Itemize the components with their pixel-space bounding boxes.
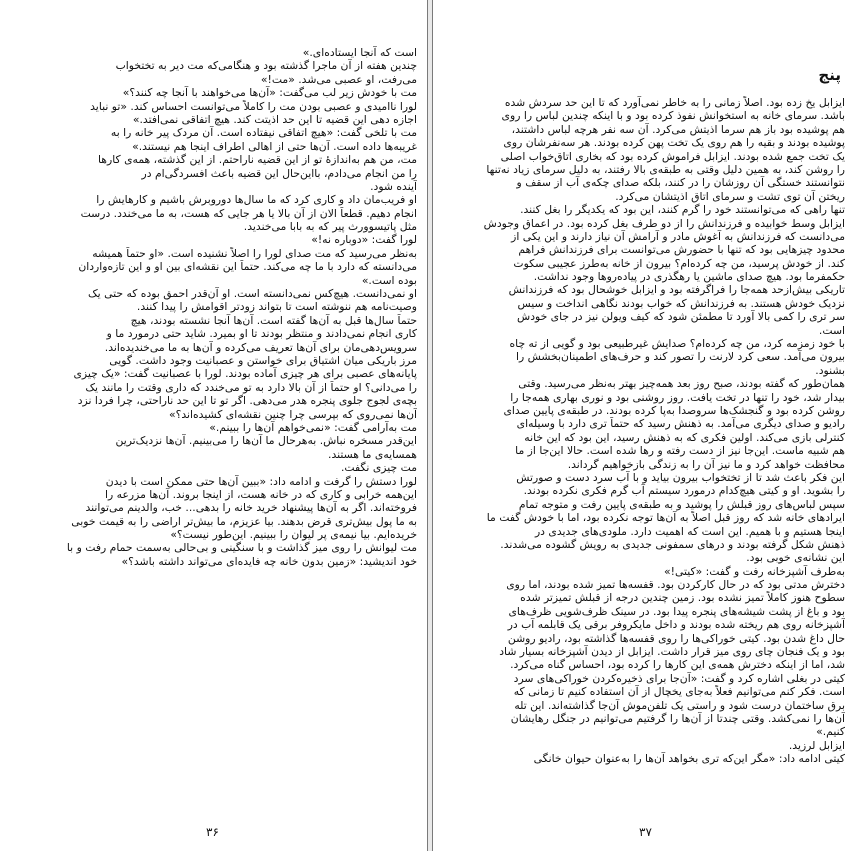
text-line: مت با تلخی گفت: «هیچ اتفاقی نیفتاده است. آن مردک پیر خانه را به [110,126,417,140]
text-line: تنها راهی که می‌توانستند خود را گرم کنند، این بود که یکدیگر را بغل کنند. [520,203,845,217]
left-page-text [8,46,417,568]
text-line: باشد. سرمای خانه به استخوانش نفوذ کرده بود و با اینکه چندین لباس را روی [501,109,845,123]
text-line: دخترش مدتی بود که در حال کارکردن بود. قفسه‌ها تمیز شده بودند، اما روی [506,578,845,592]
text-line: روشن کرده بود و گنجشک‌ها سروصدا به‌پا کرده بودند. در طبقه‌ی پایین صدای [503,403,845,417]
text-line: مت، من هم به‌اندازهٔ تو از این قضیه ناراحتم. از این گذشته، همه‌ی کارها [98,153,417,167]
text-line: ایزابل یخ زده بود. اصلاً زمانی را به خاطر نمی‌آورد که تا این حد سردش شده [504,96,845,109]
text-line: همان‌طور که گفته بودند، صبح روز بعد همه‌چیز بهتر به‌نظر می‌رسید. وقتی [518,377,845,391]
text-line: ذهنش شکل گرفته بودند و درهای سمفونی جدیدی به رویش گشوده می‌شدند. [500,537,845,551]
text-line: خود اندیشید: «زمین بدون خانه چه فایده‌ای می‌تواند داشته باشد؟» [121,554,417,568]
text-line: خریده‌ایم. بیا نیمه‌ی پر لیوان را ببینیم. این‌طور نیست؟» [170,528,417,542]
text-line: است که آنجا ایستاده‌ای.» [302,46,417,59]
text-line: کنیم.» [816,725,845,739]
text-line: برق ساختمان درست شود و راستی یک تلفن‌موش آن‌جا گذاشته‌اند. این تله [514,698,845,712]
text-line: سپس لباس‌های روز قبلش را پوشید و به طبقه‌ی پایین رفت و متوجه تمام [518,497,845,511]
text-line: نزدیک خودش هستند. به فرزندانش که خواب بودند نگاهی انداخت و سیس [517,296,845,310]
text-line: آن‌ها نمی‌روی که بپرسی چرا چنین نقشه‌ای کشیده‌اند؟» [169,407,417,421]
text-line: است. فکر کنم می‌توانیم فعلاً به‌جای یخچال از آن استفاده کنیم تا زمانی که [513,685,845,699]
right-page-text [439,96,845,766]
text-line: کیتی ادامه داد: «مگر این‌که تری بخواهد آن‌ها را به‌عنوان حیوان خانگی [533,752,845,766]
right-page-number: ۳۷ [639,825,652,839]
text-line: کنترلی بازی می‌کند. اولین فکری که به ذهنش رسید، این بود که این خانه [524,430,845,444]
text-line: هم شبیه ماست. این‌جا نیز از دست رفته و رها شده است. حالا این‌جا از ما [515,444,845,458]
text-line: او نمی‌دانست. هیچ‌کس نمی‌دانسته است. او آن‌قدر احمق بوده که حتی یک [87,287,417,301]
text-line: بود و باغ از پشت شیشه‌های پنجره پیدا بود. در سینک ظرف‌شویی ظرف‌های [508,604,845,618]
chapter-title: پنج [818,66,841,84]
text-line: آن‌ها را نمی‌کشد. وقتی چندتا از آن‌ها را گرفتیم می‌توانیم در جنگل رهایشان [510,711,845,725]
text-line: حتماً سال‌ها قبل به آن‌ها گفته است. آن‌ها آنجا نشسته بودند، هیچ [130,313,417,327]
text-line: حکمفرما بود. هیچ صدای ماشین یا رهگذری در پیاده‌روها وجود نداشت. [533,270,845,284]
text-line: به ما پول بیش‌تری قرض بدهند. بیا عزیزم، ما بیش‌تر اراضی را به قیمت خوبی [71,514,417,528]
text-line: را روشن کند، به همین دلیل وقتی به طبقه‌ی بالا رفتند، به دلیل سرمای زیاد نه‌تنها [486,162,845,176]
text-line: شد، اما از اینکه دخترش همه‌ی این کارها را کرده بود، احساس گناه می‌کرد. [510,658,845,672]
text-line: کیتی در بغلی اشاره کرد و گفت: «آن‌جا برای ذخیره‌کردن خوراکی‌های سرد [513,671,845,685]
text-line: انجام دهیم. قطعاً الان از آن بالا یا هر جایی که هست، به ما می‌خندد. درست [80,206,417,220]
text-line: ایرادهای خانه شد که روز قبل اصلاً به آن‌ها توجه نکرده بود، اما با خودش گفت ما [486,511,845,525]
text-line: یک تخت جمع شده بودند. ایزابل فراموش کرده بود که بخاری اتاق‌خواب اصلی [500,149,845,163]
text-line: مت با خودش زیر لب می‌گفت: «آن‌ها می‌خواهند با آنجا چه کنند؟» [122,86,417,100]
text-line: بیرون می‌آمد. سعی کرد لارنت را تصور کند و حرف‌های اطمینان‌بخشش را [516,350,845,364]
text-line: محدود چیزهایی بود که تنها با حضورش می‌توانست برای فرزندانش فراهم [518,243,845,257]
text-line: مت لیوانش را روی میز گذاشت و با سنگینی و بی‌حالی به‌سمت حمام رفت و با [66,541,417,555]
text-line: این فکر باعث شد تا از تختخواب بیرون بیاید و با آب سرد دست و صورتش [516,470,845,484]
text-line: را بشوید. او و کیتی هیچ‌کدام درمورد سیستم آب گرم فکری نکرده بودند. [523,484,845,498]
text-line: تاریکی بیش‌ازحد همه‌جا را فراگرفته بود و ایزابل خوشحال بود که فرزندانش [508,283,845,297]
text-line: را می‌دانی؟ او حتماً از آن بالا دارد به تو می‌خندد که داری وقتت را مانند یک [85,380,417,394]
text-line: لورا گفت: «دوباره نه!» [311,233,417,247]
text-line: این‌همه خرابی و کاری که در خانه هست، از اینجا بروند. آن‌ها مزرعه را [105,487,417,501]
text-line: با خود زمزمه کرد، من چه کرده‌ام؟ صدایش غیرطبیعی بود و گویی از ته چاه [509,337,845,351]
text-line: فروخته‌اند. اگر به آن‌ها پیشنهاد خرید خانه را بدهی... خب، والدینم می‌توانند [85,501,417,515]
text-line: محافظت خواهد کرد و ما نیز آن را به زندگی بازخواهیم گرداند. [567,457,845,471]
text-line: لورا ناامیدی و عصبی بودن مت را کاملاً می‌توانست احساس کند. «تو نباید [90,99,417,113]
text-line: این نشانه‌ی خوبی بود. [746,551,845,565]
text-line: ریختن آن توی تشت و سرمای اتاق اذیتشان می‌کرد. [615,189,845,203]
text-line: می‌دانست که فرزندانش به آغوش مادر و آرامش آن نیاز دارند و این یکی از [511,229,845,243]
text-line: سر تری را کمی بالا آورد تا مطمئن شود که کیف ویولن نیز در جای خودش [517,310,845,324]
text-line: مت چیزی نگفت. [340,461,417,475]
text-line: اجازه دهی این قضیه تا این حد اذیتت کند. هیچ اتفاقی نمی‌افتد.» [132,112,417,126]
text-line: اینجا هستیم و با همیم. این است که اهمیت دارد. ملودی‌های جدیدی در [534,524,845,538]
text-line: کاری انجام نمی‌دادند و منتظر بودند تا او بمیرد. شاید حتی درمورد ما و [106,327,417,341]
text-line: این‌قدر مسخره نباش. به‌هرحال ما آن‌ها را می‌بینیم. آن‌ها نزدیک‌ترین [115,434,417,448]
text-line: می‌رفت، او عصبی می‌شد. «مت!» [260,72,417,86]
text-line: بود و یک فنجان چای روی میز قرار داشت. ایزابل از دیدن آشپزخانه بسیار شاد [499,645,845,659]
text-line: بشنود. [815,363,845,377]
text-line: است. [818,323,845,337]
text-line: به‌طرف آشپزخانه رفت و گفت: «کیتی!» [664,564,845,578]
text-line: بچه‌ی لجوج جلوی پنجره هدر می‌دهی. اگر تو تا این حد ناراحتی، چرا فردا نزد [77,394,417,408]
text-line: آشپزخانه روی هم ریخته شده بودند و داخل مایکروفر برقی یک قابلمه آب در [507,618,845,632]
text-line: بوده است.» [361,273,417,287]
text-line: ایزابل لرزید. [788,738,845,752]
text-line: ایزابل وسط خوابیده و فرزندانش را از دو طرف بغل کرده بود. در اعماق وجودش [483,216,845,230]
left-page-number: ۳۶ [206,825,219,839]
text-line: غریبه‌ها داده است. آن‌ها حتی از اهالی اطراف اینجا هم نیستند.» [132,139,417,153]
text-line: به‌نظر می‌رسید که مت صدای لورا را اصلاً نشنیده است. «او حتماً همیشه [92,246,417,260]
text-line: پایانه‌های عصبی برای هر چیزی آماده بودند. لورا با عصبانیت گفت: «یک چیزی [73,367,417,381]
text-line: بیدار شد، خود را تنها در تخت یافت. روز روشنی بود و نوری بهاری همه‌جا را [510,390,845,404]
text-line: هم پوشیده بود باز هم سرما اذیتش می‌کرد. آن سه نفر هرچه لباس داشتند، [511,122,845,136]
text-line: را من انجام می‌دادم، بااین‌حال این قضیه باعث افسردگی‌ام در [141,166,417,180]
text-line: وصیت‌نامه هم ننوشته است تا بتواند زودتر اقوامش را پیدا کنند. [136,300,417,314]
text-line: چندین هفته از آن ماجرا گذشته بود و هنگامی‌که مت دیر به تختخواب [115,59,417,73]
text-line: مرز باریکی میان اشتیاق برای خواستن و عصبانیت وجود داشت. گویی [109,353,417,367]
text-line: لورا دستش را گرفت و ادامه داد: «ببین آن‌ها حتی ممکن است با دیدن [105,474,417,488]
text-line: می‌دانسته که دارد با ما چه می‌کند. حتماً این نقشه‌ای بین او و این تازه‌واردان [78,260,417,274]
text-line: آینده شود. [370,179,417,193]
right-page [433,0,853,851]
text-line: سطوح هنوز کاملاً تمیز نشده بود. زمین چندین درجه از قبلش تمیزتر شده [520,591,845,605]
text-line: پوشیده بودند و بقیه را هم روی یک تخت پهن کرده بودند. هر سه‌نفرشان روی [503,136,845,150]
text-line: سرویس‌دهی‌مان برای آن‌ها تعریف می‌کرده و آن‌ها به ما می‌خندیده‌اند. [104,340,417,354]
text-line: همسایه‌ی ما هستند. [328,447,417,461]
text-line: مت به‌آرامی گفت: «نمی‌خواهم آن‌ها را ببینم.» [209,420,417,434]
text-line: رادیو و صدای دیگری می‌آمد. به ذهنش رسید که حتماً تری دارد با وسیله‌ای [516,417,845,431]
text-line: او فریب‌مان داد و کاری کرد که ما سال‌ها دوروبرش باشیم و کارهایش را [96,193,417,207]
text-line: نتوانستند خستگی آن روزشان را در کنند، بلکه صدای چکه‌ی آب از سقف و [516,176,845,190]
text-line: مثل پاتیسوورث پیر که به بابا می‌خندید. [243,220,417,234]
text-line: کند. از خودش پرسید، من چه کرده‌ام؟ بیرون از خانه به‌طرز عجیبی سکوت [513,256,845,270]
text-line: حال داغ شدن بود. کیتی خوراکی‌ها را روی قفسه‌ها گذاشته بود، رادیو روشن [507,631,845,645]
